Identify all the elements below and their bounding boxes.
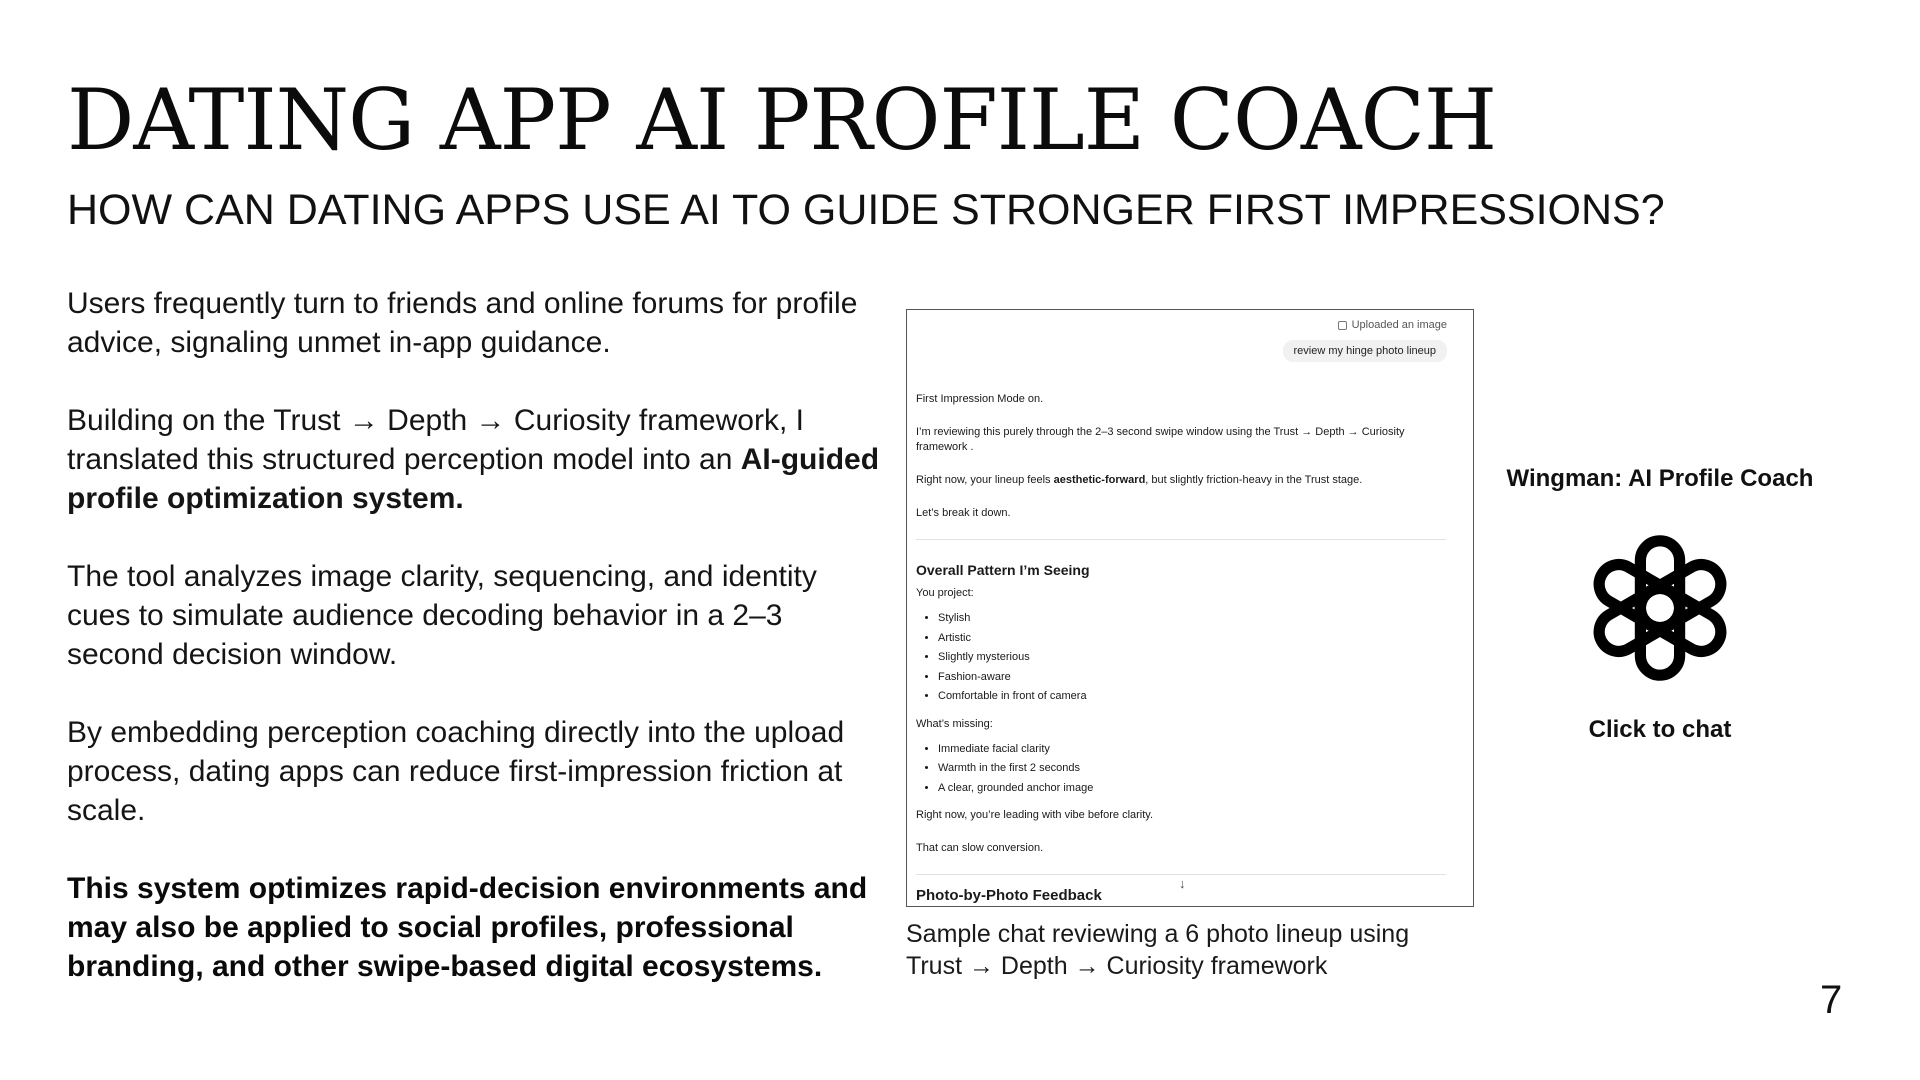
assistant-line-emphasis: aesthetic-forward	[1053, 474, 1146, 486]
section-divider	[916, 539, 1446, 540]
page-number: 7	[1820, 978, 1843, 1022]
openai-logo-icon[interactable]	[1576, 524, 1744, 692]
paragraph-context: Users frequently turn to friends and online forums for profile advice, signaling unmet in-app guidance.	[67, 287, 858, 359]
paragraph-analysis: The tool analyzes image clarity, sequencing, and identity cues to simulate audience decoding behavior in a 2–3 second decision window.	[67, 560, 817, 671]
paragraph-framework-lead: Building on the Trust → Depth → Curiosity framework, I translated this structured perception model into an	[67, 404, 804, 476]
assistant-line: First Impression Mode on.	[916, 393, 1044, 405]
paragraph-framework	[67, 401, 882, 518]
click-to-chat-link[interactable]: Click to chat	[1588, 716, 1732, 743]
assistant-line: I’m reviewing this purely through the 2–3 second swipe window using the Trust → Depth → Curiosity framework .	[916, 426, 1405, 453]
project-label: You project:	[916, 587, 974, 599]
chat-caption: Sample chat reviewing a 6 photo lineup using Trust → Depth → Curiosity framework	[906, 920, 1410, 980]
assistant-line: Let’s break it down.	[916, 507, 1011, 519]
uploaded-image-note	[1338, 319, 1447, 331]
page-subtitle: HOW CAN DATING APPS USE AI TO GUIDE STRONGER FIRST IMPRESSIONS?	[67, 186, 1665, 234]
assistant-response	[916, 392, 1446, 897]
list-item: • Immediate facial clarity	[938, 740, 1446, 760]
paragraph-framework-emphasis: AI-guided profile optimization system.	[67, 443, 880, 515]
assistant-line-lead: Right now, your lineup feels	[916, 474, 1054, 486]
section-heading-photo-feedback: Photo-by-Photo Feedback	[916, 887, 1102, 904]
missing-label: What’s missing:	[916, 717, 993, 730]
paragraph-embedding: By embedding perception coaching directly into the upload process, dating apps can reduce first-impression friction at scale.	[67, 716, 845, 827]
missing-list	[916, 740, 1446, 799]
list-item: • Fashion-aware	[938, 668, 1446, 688]
scroll-down-icon[interactable]: ↓	[1179, 876, 1186, 891]
list-item: • Comfortable in front of camera	[938, 687, 1446, 707]
section-heading-overall: Overall Pattern I’m Seeing	[916, 562, 1090, 578]
uploaded-image-label: Uploaded an image	[1351, 319, 1447, 331]
section-divider	[916, 874, 1446, 875]
wingman-title: Wingman: AI Profile Coach	[1506, 465, 1814, 492]
body-text	[67, 284, 882, 1025]
assistant-line: Right now, you’re leading with vibe before clarity.	[916, 809, 1154, 821]
list-item: • Slightly mysterious	[938, 648, 1446, 668]
list-item: • A clear, grounded anchor image	[938, 779, 1446, 799]
list-item: • Stylish	[938, 609, 1446, 629]
chat-screenshot	[906, 309, 1474, 907]
assistant-line: That can slow conversion.	[916, 842, 1044, 854]
user-message-bubble: review my hinge photo lineup	[1283, 340, 1447, 362]
page-title: DATING APP AI PROFILE COACH	[67, 71, 1497, 169]
list-item: • Warmth in the first 2 seconds	[938, 759, 1446, 779]
project-list	[916, 609, 1446, 707]
image-icon	[1338, 321, 1347, 330]
list-item: • Artistic	[938, 629, 1446, 649]
paragraph-closing: This system optimizes rapid-decision environments and may also be applied to social profiles, professional branding, and other swipe-based digital ecosystems.	[67, 872, 868, 983]
assistant-line	[916, 473, 1446, 488]
assistant-line-tail: , but slightly friction-heavy in the Trust stage.	[1145, 474, 1363, 486]
